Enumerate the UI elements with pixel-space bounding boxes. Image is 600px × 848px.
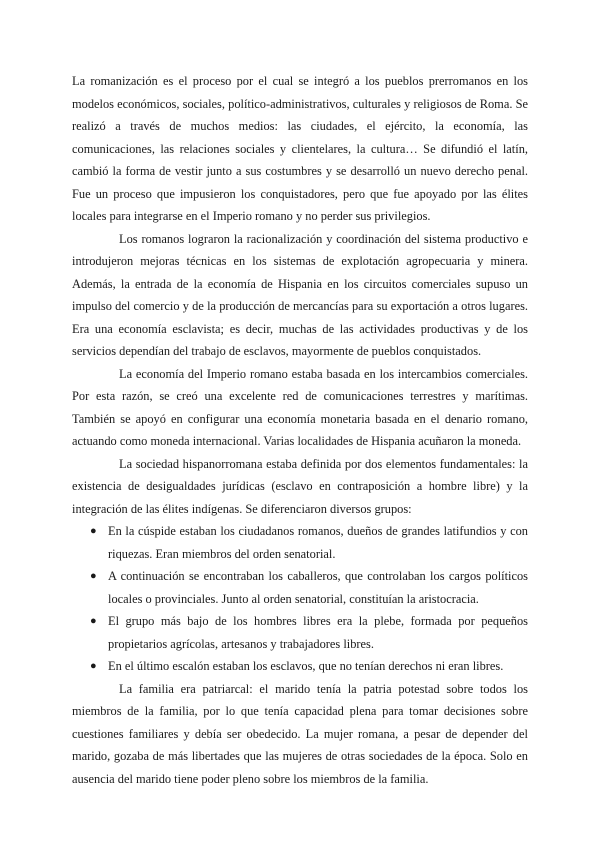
- bullet-icon: ●: [90, 615, 97, 627]
- paragraph-romanizacion: La romanización es el proceso por el cual se integró a los pueblos prerromanos en los modelos económicos, sociales, político-administrativos, culturales y religiosos de Roma. Se realizó a través de muchos medios: las ciudades, el ejército, la economía, las comunicaciones, las relaciones sociales y clientelares, la cultura… Se difundió el latín, cambió la forma de vestir junto a sus costumbres y se desarrolló un nuevo derecho penal. Fue un proceso que impusieron los conquistadores, pero que fue apoyado por las élites locales para integrarse en el Imperio romano y no perder sus privilegios.: [72, 74, 528, 223]
- list-item-text: A continuación se encontraban los caballeros, que controlaban los cargos políticos locales o provinciales. Junto al orden senatorial, constituían la aristocracia.: [108, 569, 528, 606]
- bullet-icon: ●: [90, 525, 97, 537]
- list-item-text: En la cúspide estaban los ciudadanos romanos, dueños de grandes latifundios y con riquezas. Eran miembros del orden senatorial.: [108, 524, 528, 561]
- list-item: [90, 565, 528, 610]
- paragraph-sociedad: La sociedad hispanorromana estaba definida por dos elementos fundamentales: la existencia de desigualdades jurídicas (esclavo en contraposición a hombre libre) y la integración de las élites indígenas. Se diferenciaron diversos grupos:: [72, 456, 528, 516]
- list-item: [90, 655, 528, 678]
- document-page: [72, 70, 528, 790]
- list-item: [90, 520, 528, 565]
- paragraph-economia-comercial: La economía del Imperio romano estaba basada en los intercambios comerciales. Por esta razón, se creó una excelente red de comunicaciones terrestres y marítimas. También se apoyó en configurar una economía monetaria basada en el denario romano, actuando como moneda internacional. Varias localidades de Hispania acuñaron la moneda.: [72, 366, 528, 448]
- bullet-icon: ●: [90, 660, 97, 672]
- list-item-text: El grupo más bajo de los hombres libres era la plebe, formada por pequeños propietarios agrícolas, artesanos y trabajadores libres.: [108, 614, 528, 651]
- list-item-text: En el último escalón estaban los esclavos, que no tenían derechos ni eran libres.: [108, 659, 504, 673]
- social-groups-list: [72, 520, 528, 678]
- paragraph-economia-productiva: Los romanos lograron la racionalización y coordinación del sistema productivo e introdujeron mejoras técnicas en los sistemas de explotación agropecuaria y minera. Además, la entrada de la economía de Hispania en los circuitos comerciales supuso un impulso del comercio y de la producción de mercancías para su exportación a otros lugares. Era una economía esclavista; es decir, muchas de las actividades productivas y de los servicios dependían del trabajo de esclavos, mayormente de pueblos conquistados.: [72, 231, 528, 358]
- list-item: [90, 610, 528, 655]
- bullet-icon: ●: [90, 570, 97, 582]
- paragraph-familia: La familia era patriarcal: el marido tenía la patria potestad sobre todos los miembros de la familia, por lo que tenía capacidad plena para tomar decisiones sobre cuestiones familiares y debía ser obedecido. La mujer romana, a pesar de depender del marido, gozaba de más libertades que las mujeres de otras sociedades de la época. Solo en ausencia del marido tiene poder pleno sobre los miembros de la familia.: [72, 681, 528, 786]
